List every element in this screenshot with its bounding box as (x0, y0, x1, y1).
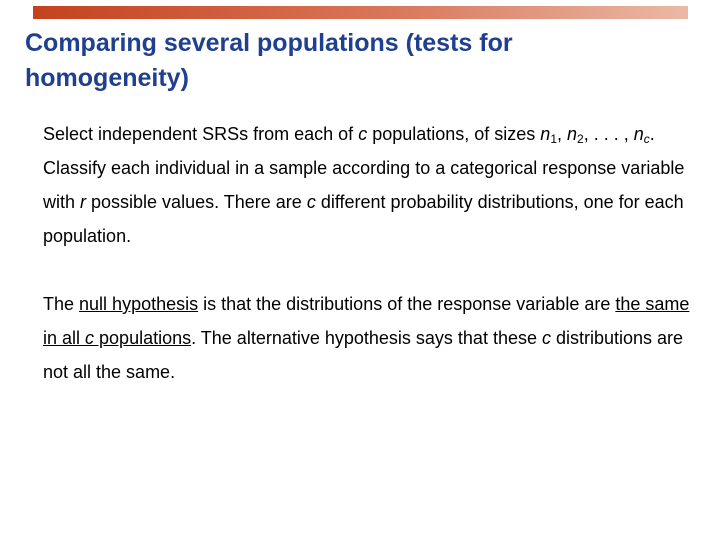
slide-title: Comparing several populations (tests for homogeneity) (25, 29, 513, 92)
text-run: populations, of sizes (367, 124, 541, 144)
paragraph-populations (43, 117, 703, 253)
var-c: c (541, 328, 551, 348)
var-n1: n (540, 124, 551, 144)
null-hypothesis-term: null hypothesis (79, 294, 199, 314)
text-run: Select independent SRSs from each of (43, 124, 359, 144)
text-run: . Classify each individual in a sample according to a categorical response variable with (43, 124, 685, 212)
subscript-c: c (643, 132, 650, 146)
text-run: distributions are not all the same. (43, 328, 684, 382)
subscript-2: 2 (577, 132, 584, 146)
title-accent-bar (33, 6, 688, 19)
var-nc: n (633, 124, 644, 144)
text-run: populations (94, 328, 192, 348)
text-run: different probability distributions, one for each population. (43, 192, 684, 246)
text-run: the same in all (43, 294, 690, 348)
var-c: c (85, 328, 95, 348)
var-r: r (80, 192, 87, 212)
paragraph-hypotheses (43, 287, 703, 389)
text-run: The (43, 294, 80, 314)
subscript-1: 1 (550, 132, 557, 146)
text-run: is that the distributions of the response variable are (198, 294, 616, 314)
var-n2: n (567, 124, 578, 144)
text-run: . The alternative hypothesis says that these (191, 328, 542, 348)
var-c: c (306, 192, 316, 212)
slide-body (43, 117, 703, 389)
text-run: possible values. There are (86, 192, 307, 212)
var-c: c (358, 124, 368, 144)
text-run: , . . . , (583, 124, 634, 144)
text-run: , (557, 124, 568, 144)
